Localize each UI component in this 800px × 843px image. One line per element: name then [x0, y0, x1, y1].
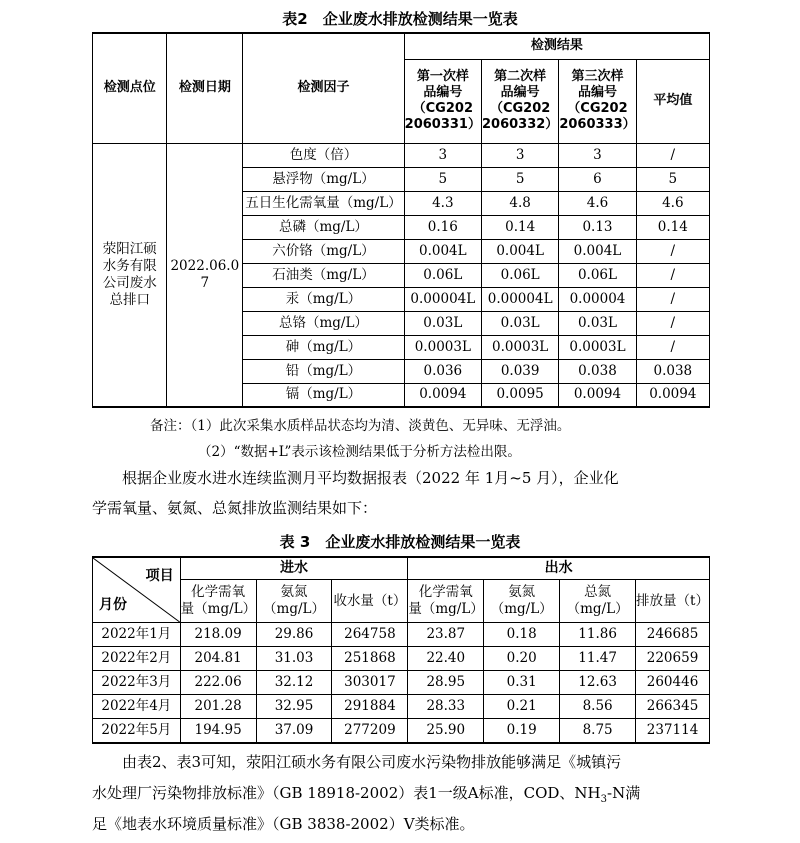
header-sample2: 第二次样 品编号 （CG202 2060332）	[481, 59, 558, 143]
note-1: 备注：（1）此次采集水质样品状态均为清、淡黄色、无异味、无浮油。	[150, 418, 571, 434]
cell-factor: 六价铬（mg/L）	[243, 239, 404, 263]
cell-factor: 总铬（mg/L）	[243, 311, 404, 335]
header-factor: 检测因子	[243, 33, 404, 143]
cell-v1: 0.0094	[404, 383, 481, 407]
cell-vol-out: 266345	[636, 695, 710, 719]
cell-nh-in: 37.09	[256, 719, 332, 743]
cell-month: 2022年5月	[93, 719, 181, 743]
cell-nh-out: 0.18	[484, 623, 560, 647]
cell-vol-out: 260446	[636, 671, 710, 695]
cell-v1: 0.036	[404, 359, 481, 383]
cell-factor: 五日生化需氧量（mg/L）	[243, 191, 404, 215]
cell-v3: 4.6	[559, 191, 636, 215]
col-tn-out: 总氮 （mg/L）	[560, 580, 636, 623]
cell-avg: /	[636, 311, 709, 335]
cell-v3: 6	[559, 167, 636, 191]
cell-v2: 0.14	[481, 215, 558, 239]
cell-vol-in: 277209	[332, 719, 408, 743]
cell-nh-out: 0.19	[484, 719, 560, 743]
table-row	[93, 671, 710, 695]
cell-nh-in: 32.95	[256, 695, 332, 719]
cell-nh-out: 0.20	[484, 647, 560, 671]
paragraph-2-line-2: 水处理厂污染物排放标准》（GB 18918-2002）表1一级A标准，COD、$NH_3-N$满	[92, 784, 641, 805]
cell-tn-out: 8.56	[560, 695, 636, 719]
cell-v1: 0.0003L	[404, 335, 481, 359]
cell-v1: 0.03L	[404, 311, 481, 335]
cell-tn-out: 11.86	[560, 623, 636, 647]
cell-v2: 0.004L	[481, 239, 558, 263]
cell-avg: 5	[636, 167, 709, 191]
cell-tn-out: 8.75	[560, 719, 636, 743]
cell-v1: 0.06L	[404, 263, 481, 287]
cell-avg: /	[636, 263, 709, 287]
header-average: 平均值	[636, 59, 709, 143]
cell-cod-out: 28.33	[408, 695, 484, 719]
corner-month-label: 月份	[99, 596, 127, 613]
cell-avg: /	[636, 287, 709, 311]
cell-v3: 3	[559, 143, 636, 167]
cell-v2: 0.0095	[481, 383, 558, 407]
paragraph-1-line-1: 根据企业废水进水连续监测月平均数据报表（2022 年 1月~5 月），企业化	[122, 469, 619, 487]
cell-v2: 0.06L	[481, 263, 558, 287]
cell-cod-in: 201.28	[180, 695, 256, 719]
cell-v1: 0.004L	[404, 239, 481, 263]
table-row	[93, 695, 710, 719]
corner-item-label: 项目	[145, 568, 174, 584]
cell-v3: 0.06L	[559, 263, 636, 287]
cell-cod-in: 222.06	[180, 671, 256, 695]
cell-v3: 0.0094	[559, 383, 636, 407]
cell-v3: 0.038	[559, 359, 636, 383]
cell-factor: 总磷（mg/L）	[243, 215, 404, 239]
col-cod-out: 化学需氧 量（mg/L）	[408, 580, 484, 623]
header-sample3: 第三次样 品编号 （CG202 2060333）	[559, 59, 636, 143]
table-row	[93, 719, 710, 743]
cell-nh-in: 31.03	[256, 647, 332, 671]
cell-nh-out: 0.21	[484, 695, 560, 719]
cell-v3: 0.004L	[559, 239, 636, 263]
cell-month: 2022年4月	[93, 695, 181, 719]
cell-factor: 汞（mg/L）	[243, 287, 404, 311]
cell-cod-out: 28.95	[408, 671, 484, 695]
header-location: 检测点位	[93, 33, 167, 143]
table-row	[93, 647, 710, 671]
cell-tn-out: 12.63	[560, 671, 636, 695]
cell-v2: 0.0003L	[481, 335, 558, 359]
cell-vol-in: 291884	[332, 695, 408, 719]
cell-v2: 4.8	[481, 191, 558, 215]
cell-nh-out: 0.31	[484, 671, 560, 695]
cell-v1: 4.3	[404, 191, 481, 215]
cell-cod-out: 25.90	[408, 719, 484, 743]
cell-avg: 0.038	[636, 359, 709, 383]
cell-nh-in: 32.12	[256, 671, 332, 695]
col-cod-in: 化学需氧 量（mg/L）	[180, 580, 256, 623]
cell-v3: 0.0003L	[559, 335, 636, 359]
table-row	[93, 623, 710, 647]
cell-avg: /	[636, 335, 709, 359]
corner-cell	[93, 557, 181, 623]
cell-vol-out: 220659	[636, 647, 710, 671]
cell-avg: 4.6	[636, 191, 709, 215]
cell-v2: 5	[481, 167, 558, 191]
cell-cod-in: 204.81	[180, 647, 256, 671]
cell-avg: 0.14	[636, 215, 709, 239]
cell-vol-in: 264758	[332, 623, 408, 647]
cell-factor: 石油类（mg/L）	[243, 263, 404, 287]
cell-factor: 砷（mg/L）	[243, 335, 404, 359]
cell-v2: 0.039	[481, 359, 558, 383]
cell-factor: 镉（mg/L）	[243, 383, 404, 407]
cell-factor: 铅（mg/L）	[243, 359, 404, 383]
col-nh-in: 氨氮 （mg/L）	[256, 580, 332, 623]
cell-avg: 0.0094	[636, 383, 709, 407]
table2-title: 表2 企业废水排放检测结果一览表	[282, 10, 518, 28]
header-outflow: 出水	[408, 557, 710, 580]
cell-v3: 0.13	[559, 215, 636, 239]
cell-vol-out: 246685	[636, 623, 710, 647]
table2	[92, 32, 710, 408]
cell-month: 2022年1月	[93, 623, 181, 647]
header-results: 检测结果	[404, 33, 709, 59]
cell-cod-in: 218.09	[180, 623, 256, 647]
cell-v1: 3	[404, 143, 481, 167]
cell-v1: 0.00004L	[404, 287, 481, 311]
cell-factor: 色度（倍）	[243, 143, 404, 167]
paragraph-2-line-1: 由表2、表3可知，荥阳江硕水务有限公司废水污染物排放能够满足《城镇污	[122, 753, 622, 771]
cell-v3: 0.00004	[559, 287, 636, 311]
cell-vol-out: 237114	[636, 719, 710, 743]
cell-nh-in: 29.86	[256, 623, 332, 647]
date-cell: 2022.06.0 7	[167, 143, 243, 407]
table-row	[93, 143, 710, 167]
note-2: （2）“数据+L”表示该检测结果低于分析方法检出限。	[198, 444, 521, 460]
table3	[92, 556, 710, 744]
cell-cod-out: 22.40	[408, 647, 484, 671]
cell-cod-in: 194.95	[180, 719, 256, 743]
location-cell: 荥阳江硕 水务有限 公司废水 总排口	[93, 143, 167, 407]
cell-v1: 5	[404, 167, 481, 191]
paragraph-2-line-3: 足《地表水环境质量标准》（GB 3838-2002）Ⅴ类标准。	[92, 815, 475, 833]
col-nh-out: 氨氮 （mg/L）	[484, 580, 560, 623]
paragraph-1-line-2: 学需氧量、氨氮、总氮排放监测结果如下：	[92, 499, 378, 517]
cell-avg: /	[636, 239, 709, 263]
header-inflow: 进水	[180, 557, 408, 580]
col-vol-in: 收水量（t）	[332, 580, 408, 623]
cell-month: 2022年2月	[93, 647, 181, 671]
cell-month: 2022年3月	[93, 671, 181, 695]
cell-vol-in: 303017	[332, 671, 408, 695]
cell-avg: /	[636, 143, 709, 167]
cell-cod-out: 23.87	[408, 623, 484, 647]
header-date: 检测日期	[167, 33, 243, 143]
cell-factor: 悬浮物（mg/L）	[243, 167, 404, 191]
col-vol-out: 排放量（t）	[636, 580, 710, 623]
cell-v2: 0.00004L	[481, 287, 558, 311]
cell-v1: 0.16	[404, 215, 481, 239]
table3-title: 表 3 企业废水排放检测结果一览表	[279, 533, 521, 551]
cell-vol-in: 251868	[332, 647, 408, 671]
cell-v2: 0.03L	[481, 311, 558, 335]
cell-tn-out: 11.47	[560, 647, 636, 671]
header-sample1: 第一次样 品编号 （CG202 2060331）	[404, 59, 481, 143]
cell-v2: 3	[481, 143, 558, 167]
cell-v3: 0.03L	[559, 311, 636, 335]
